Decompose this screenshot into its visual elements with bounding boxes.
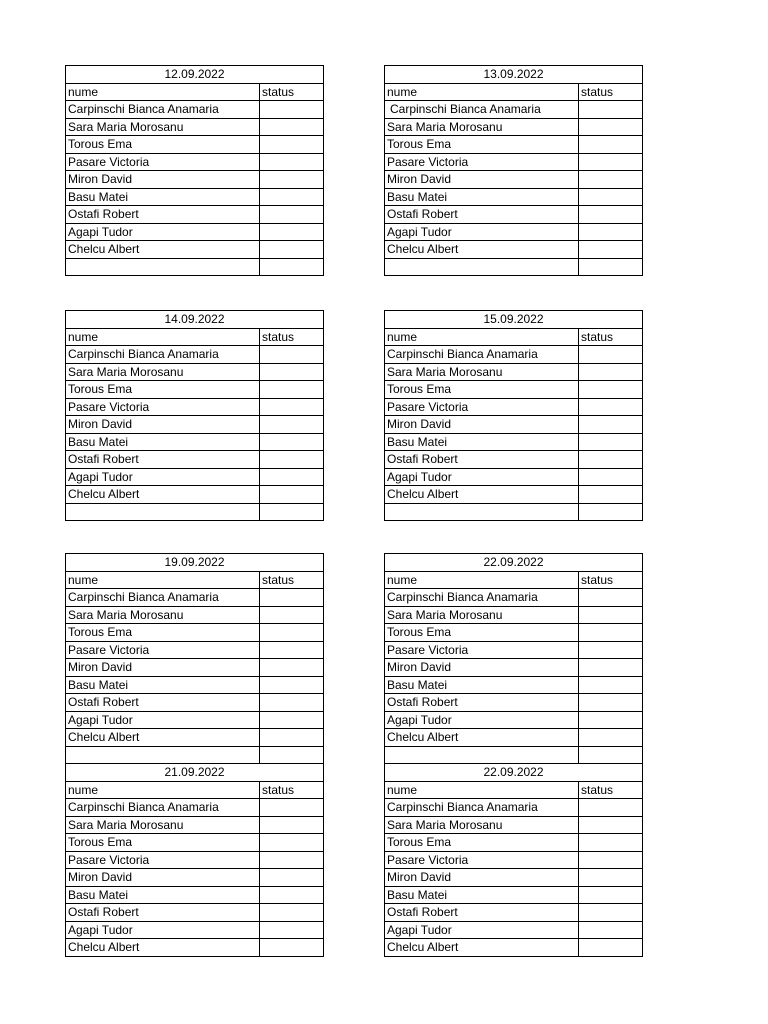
status-cell[interactable]	[579, 834, 643, 852]
status-cell[interactable]	[579, 886, 643, 904]
student-name-cell: Carpinschi Bianca Anamaria	[66, 346, 260, 364]
table-row	[385, 729, 643, 747]
status-cell[interactable]	[260, 363, 324, 381]
status-cell[interactable]	[260, 118, 324, 136]
table-row	[385, 241, 643, 259]
column-header-status: status	[260, 571, 324, 589]
status-cell[interactable]	[579, 433, 643, 451]
table-date: 14.09.2022	[66, 311, 324, 329]
table-row	[66, 641, 324, 659]
header-row	[66, 781, 324, 799]
table-row	[66, 851, 324, 869]
status-cell[interactable]	[260, 834, 324, 852]
table-row	[66, 729, 324, 747]
student-name-cell: Sara Maria Morosanu	[66, 118, 260, 136]
student-name-cell: Miron David	[385, 171, 579, 189]
table-row	[385, 921, 643, 939]
student-name-cell: Basu Matei	[385, 188, 579, 206]
student-name-cell: Pasare Victoria	[385, 398, 579, 416]
student-name-cell: Carpinschi Bianca Anamaria	[66, 101, 260, 119]
attendance-table	[65, 310, 324, 521]
table-row	[66, 206, 324, 224]
table-row	[385, 659, 643, 677]
table-date: 22.09.2022	[385, 554, 643, 572]
student-name-cell: Miron David	[66, 659, 260, 677]
status-cell[interactable]	[260, 694, 324, 712]
date-row	[66, 311, 324, 329]
table-row	[385, 398, 643, 416]
table-row	[385, 101, 643, 119]
status-cell[interactable]	[260, 816, 324, 834]
column-header-status: status	[579, 83, 643, 101]
table-row	[385, 363, 643, 381]
status-cell[interactable]	[579, 206, 643, 224]
student-name-cell: Chelcu Albert	[66, 939, 260, 957]
status-cell[interactable]	[579, 153, 643, 171]
status-cell[interactable]	[579, 711, 643, 729]
header-row	[66, 328, 324, 346]
status-cell[interactable]	[579, 746, 643, 764]
status-cell[interactable]	[260, 486, 324, 504]
table-row	[66, 711, 324, 729]
table-row	[385, 153, 643, 171]
table-row	[66, 676, 324, 694]
status-cell[interactable]	[260, 503, 324, 521]
student-name-cell	[66, 746, 260, 764]
student-name-cell: Ostafi Robert	[66, 694, 260, 712]
status-cell[interactable]	[260, 258, 324, 276]
student-name-cell: Ostafi Robert	[385, 206, 579, 224]
table-row	[385, 486, 643, 504]
status-cell[interactable]	[260, 451, 324, 469]
student-name-cell: Pasare Victoria	[66, 641, 260, 659]
header-row	[385, 571, 643, 589]
student-name-cell: Ostafi Robert	[385, 451, 579, 469]
student-name-cell: Chelcu Albert	[385, 486, 579, 504]
student-name-cell: Sara Maria Morosanu	[385, 606, 579, 624]
status-cell[interactable]	[260, 433, 324, 451]
status-cell[interactable]	[579, 188, 643, 206]
status-cell[interactable]	[579, 118, 643, 136]
table-row	[66, 171, 324, 189]
student-name-cell: Torous Ema	[66, 624, 260, 642]
status-cell[interactable]	[260, 589, 324, 607]
student-name-cell	[385, 746, 579, 764]
table-row	[385, 816, 643, 834]
table-row	[66, 799, 324, 817]
table-row	[385, 746, 643, 764]
table-row	[66, 416, 324, 434]
student-name-cell: Ostafi Robert	[66, 451, 260, 469]
table-row	[385, 589, 643, 607]
student-name-cell: Torous Ema	[385, 381, 579, 399]
table-date: 19.09.2022	[66, 554, 324, 572]
table-row	[385, 206, 643, 224]
attendance-table	[65, 65, 324, 276]
table-row	[385, 606, 643, 624]
date-row	[385, 554, 643, 572]
student-name-cell	[66, 503, 260, 521]
table-row	[66, 433, 324, 451]
column-header-status: status	[579, 571, 643, 589]
status-cell[interactable]	[260, 468, 324, 486]
table-row	[66, 468, 324, 486]
status-cell[interactable]	[579, 589, 643, 607]
status-cell[interactable]	[579, 223, 643, 241]
student-name-cell: Miron David	[385, 659, 579, 677]
table-row	[385, 468, 643, 486]
status-cell[interactable]	[260, 188, 324, 206]
table-row	[66, 606, 324, 624]
status-cell[interactable]	[579, 381, 643, 399]
table-row	[66, 589, 324, 607]
student-name-cell: Pasare Victoria	[66, 153, 260, 171]
attendance-table	[65, 763, 324, 957]
status-cell[interactable]	[579, 503, 643, 521]
status-cell[interactable]	[260, 606, 324, 624]
table-date: 12.09.2022	[66, 66, 324, 84]
table-row	[385, 381, 643, 399]
header-row	[385, 781, 643, 799]
student-name-cell: Agapi Tudor	[66, 468, 260, 486]
status-cell[interactable]	[579, 416, 643, 434]
student-name-cell: Carpinschi Bianca Anamaria	[385, 346, 579, 364]
attendance-table	[384, 553, 643, 764]
student-name-cell: Pasare Victoria	[385, 641, 579, 659]
table-row	[66, 398, 324, 416]
table-row	[66, 624, 324, 642]
status-cell[interactable]	[579, 606, 643, 624]
status-cell[interactable]	[579, 241, 643, 259]
status-cell[interactable]	[579, 641, 643, 659]
column-header-name: nume	[385, 328, 579, 346]
table-row	[385, 346, 643, 364]
table-row	[385, 904, 643, 922]
table-row	[385, 451, 643, 469]
table-row	[66, 241, 324, 259]
status-cell[interactable]	[260, 711, 324, 729]
student-name-cell: Pasare Victoria	[385, 153, 579, 171]
status-cell[interactable]	[260, 136, 324, 154]
student-name-cell: Miron David	[385, 416, 579, 434]
table-row	[385, 118, 643, 136]
attendance-table	[384, 763, 643, 957]
table-row	[66, 451, 324, 469]
table-row	[66, 904, 324, 922]
table-row	[66, 659, 324, 677]
student-name-cell: Carpinschi Bianca Anamaria	[66, 589, 260, 607]
column-header-name: nume	[66, 328, 260, 346]
table-row	[385, 799, 643, 817]
status-cell[interactable]	[579, 101, 643, 119]
table-row	[66, 346, 324, 364]
student-name-cell: Sara Maria Morosanu	[385, 816, 579, 834]
status-cell[interactable]	[260, 851, 324, 869]
table-date: 22.09.2022	[385, 764, 643, 782]
status-cell[interactable]	[579, 171, 643, 189]
date-row	[66, 764, 324, 782]
column-header-name: nume	[66, 83, 260, 101]
status-cell[interactable]	[579, 904, 643, 922]
student-name-cell: Carpinschi Bianca Anamaria	[66, 799, 260, 817]
table-row	[385, 136, 643, 154]
column-header-name: nume	[385, 781, 579, 799]
date-row	[385, 764, 643, 782]
student-name-cell: Basu Matei	[385, 676, 579, 694]
status-cell[interactable]	[260, 206, 324, 224]
status-cell[interactable]	[579, 799, 643, 817]
table-row	[66, 694, 324, 712]
status-cell[interactable]	[260, 869, 324, 887]
header-row	[66, 83, 324, 101]
table-row	[385, 694, 643, 712]
student-name-cell: Chelcu Albert	[385, 729, 579, 747]
student-name-cell: Ostafi Robert	[385, 694, 579, 712]
table-row	[385, 188, 643, 206]
column-header-status: status	[579, 781, 643, 799]
status-cell[interactable]	[579, 486, 643, 504]
status-cell[interactable]	[260, 746, 324, 764]
student-name-cell: Ostafi Robert	[385, 904, 579, 922]
student-name-cell: Chelcu Albert	[385, 939, 579, 957]
student-name-cell: Chelcu Albert	[385, 241, 579, 259]
table-row	[66, 939, 324, 957]
table-row	[66, 921, 324, 939]
status-cell[interactable]	[260, 659, 324, 677]
student-name-cell: Sara Maria Morosanu	[66, 816, 260, 834]
table-row	[385, 503, 643, 521]
table-row	[66, 486, 324, 504]
table-row	[385, 711, 643, 729]
column-header-name: nume	[385, 83, 579, 101]
table-row	[66, 258, 324, 276]
student-name-cell: Agapi Tudor	[66, 921, 260, 939]
status-cell[interactable]	[579, 136, 643, 154]
table-row	[66, 101, 324, 119]
status-cell[interactable]	[260, 153, 324, 171]
student-name-cell: Chelcu Albert	[66, 729, 260, 747]
table-row	[385, 676, 643, 694]
table-row	[66, 153, 324, 171]
status-cell[interactable]	[579, 451, 643, 469]
column-header-name: nume	[385, 571, 579, 589]
status-cell[interactable]	[579, 869, 643, 887]
student-name-cell: Ostafi Robert	[66, 904, 260, 922]
table-row	[66, 363, 324, 381]
table-row	[66, 746, 324, 764]
student-name-cell: Sara Maria Morosanu	[66, 363, 260, 381]
table-row	[385, 834, 643, 852]
table-row	[385, 851, 643, 869]
student-name-cell: Pasare Victoria	[66, 851, 260, 869]
student-name-cell: Sara Maria Morosanu	[66, 606, 260, 624]
column-header-status: status	[579, 328, 643, 346]
column-header-status: status	[260, 328, 324, 346]
student-name-cell: Torous Ema	[66, 834, 260, 852]
status-cell[interactable]	[260, 101, 324, 119]
student-name-cell: Basu Matei	[385, 433, 579, 451]
header-row	[66, 571, 324, 589]
student-name-cell	[385, 258, 579, 276]
column-header-status: status	[260, 781, 324, 799]
status-cell[interactable]	[260, 624, 324, 642]
status-cell[interactable]	[579, 468, 643, 486]
student-name-cell: Carpinschi Bianca Anamaria	[385, 799, 579, 817]
status-cell[interactable]	[260, 398, 324, 416]
student-name-cell: Torous Ema	[385, 136, 579, 154]
student-name-cell: Ostafi Robert	[66, 206, 260, 224]
attendance-table	[384, 310, 643, 521]
student-name-cell: Chelcu Albert	[66, 241, 260, 259]
date-row	[66, 66, 324, 84]
student-name-cell: Miron David	[66, 416, 260, 434]
status-cell[interactable]	[579, 624, 643, 642]
table-row	[385, 641, 643, 659]
date-row	[385, 66, 643, 84]
table-row	[66, 869, 324, 887]
student-name-cell: Agapi Tudor	[385, 468, 579, 486]
student-name-cell: Sara Maria Morosanu	[385, 363, 579, 381]
header-row	[385, 328, 643, 346]
status-cell[interactable]	[260, 416, 324, 434]
table-row	[66, 223, 324, 241]
table-row	[385, 869, 643, 887]
student-name-cell: Agapi Tudor	[66, 711, 260, 729]
student-name-cell	[66, 258, 260, 276]
status-cell[interactable]	[260, 729, 324, 747]
student-name-cell: Agapi Tudor	[385, 223, 579, 241]
student-name-cell: Agapi Tudor	[385, 921, 579, 939]
status-cell[interactable]	[579, 851, 643, 869]
student-name-cell	[385, 503, 579, 521]
status-cell[interactable]	[260, 676, 324, 694]
table-row	[66, 816, 324, 834]
status-cell[interactable]	[260, 171, 324, 189]
student-name-cell: Agapi Tudor	[385, 711, 579, 729]
table-row	[385, 886, 643, 904]
table-row	[66, 188, 324, 206]
column-header-status: status	[260, 83, 324, 101]
status-cell[interactable]	[260, 346, 324, 364]
status-cell[interactable]	[579, 921, 643, 939]
student-name-cell: Basu Matei	[385, 886, 579, 904]
table-row	[66, 503, 324, 521]
status-cell[interactable]	[260, 921, 324, 939]
table-row	[385, 258, 643, 276]
status-cell[interactable]	[260, 641, 324, 659]
student-name-cell: Miron David	[385, 869, 579, 887]
student-name-cell: Basu Matei	[66, 886, 260, 904]
student-name-cell: Agapi Tudor	[66, 223, 260, 241]
status-cell[interactable]	[579, 258, 643, 276]
table-row	[385, 223, 643, 241]
table-row	[385, 171, 643, 189]
status-cell[interactable]	[579, 939, 643, 957]
student-name-cell: Chelcu Albert	[66, 486, 260, 504]
student-name-cell: Basu Matei	[66, 433, 260, 451]
table-date: 21.09.2022	[66, 764, 324, 782]
student-name-cell: Miron David	[66, 869, 260, 887]
student-name-cell: Torous Ema	[66, 136, 260, 154]
table-row	[66, 834, 324, 852]
status-cell[interactable]	[260, 886, 324, 904]
table-row	[66, 118, 324, 136]
status-cell[interactable]	[579, 363, 643, 381]
student-name-cell: Basu Matei	[66, 676, 260, 694]
table-row	[66, 886, 324, 904]
table-row	[66, 136, 324, 154]
status-cell[interactable]	[579, 659, 643, 677]
table-row	[385, 433, 643, 451]
date-row	[66, 554, 324, 572]
status-cell[interactable]	[579, 676, 643, 694]
table-date: 13.09.2022	[385, 66, 643, 84]
student-name-cell: Torous Ema	[66, 381, 260, 399]
status-cell[interactable]	[579, 816, 643, 834]
table-row	[385, 416, 643, 434]
column-header-name: nume	[66, 781, 260, 799]
header-row	[385, 83, 643, 101]
student-name-cell: Miron David	[66, 171, 260, 189]
student-name-cell: Torous Ema	[385, 834, 579, 852]
status-cell[interactable]	[260, 241, 324, 259]
student-name-cell: Basu Matei	[66, 188, 260, 206]
table-date: 15.09.2022	[385, 311, 643, 329]
status-cell[interactable]	[579, 729, 643, 747]
table-row	[66, 381, 324, 399]
student-name-cell: Carpinschi Bianca Anamaria	[385, 589, 579, 607]
status-cell[interactable]	[579, 346, 643, 364]
status-cell[interactable]	[260, 381, 324, 399]
table-row	[385, 624, 643, 642]
student-name-cell: Torous Ema	[385, 624, 579, 642]
date-row	[385, 311, 643, 329]
status-cell[interactable]	[579, 694, 643, 712]
column-header-name: nume	[66, 571, 260, 589]
student-name-cell: Sara Maria Morosanu	[385, 118, 579, 136]
status-cell[interactable]	[260, 939, 324, 957]
status-cell[interactable]	[260, 223, 324, 241]
attendance-table	[65, 553, 324, 764]
student-name-cell: Pasare Victoria	[66, 398, 260, 416]
status-cell[interactable]	[260, 799, 324, 817]
attendance-table	[384, 65, 643, 276]
status-cell[interactable]	[260, 904, 324, 922]
student-name-cell: Pasare Victoria	[385, 851, 579, 869]
student-name-cell: Carpinschi Bianca Anamaria	[385, 101, 579, 119]
status-cell[interactable]	[579, 398, 643, 416]
table-row	[385, 939, 643, 957]
